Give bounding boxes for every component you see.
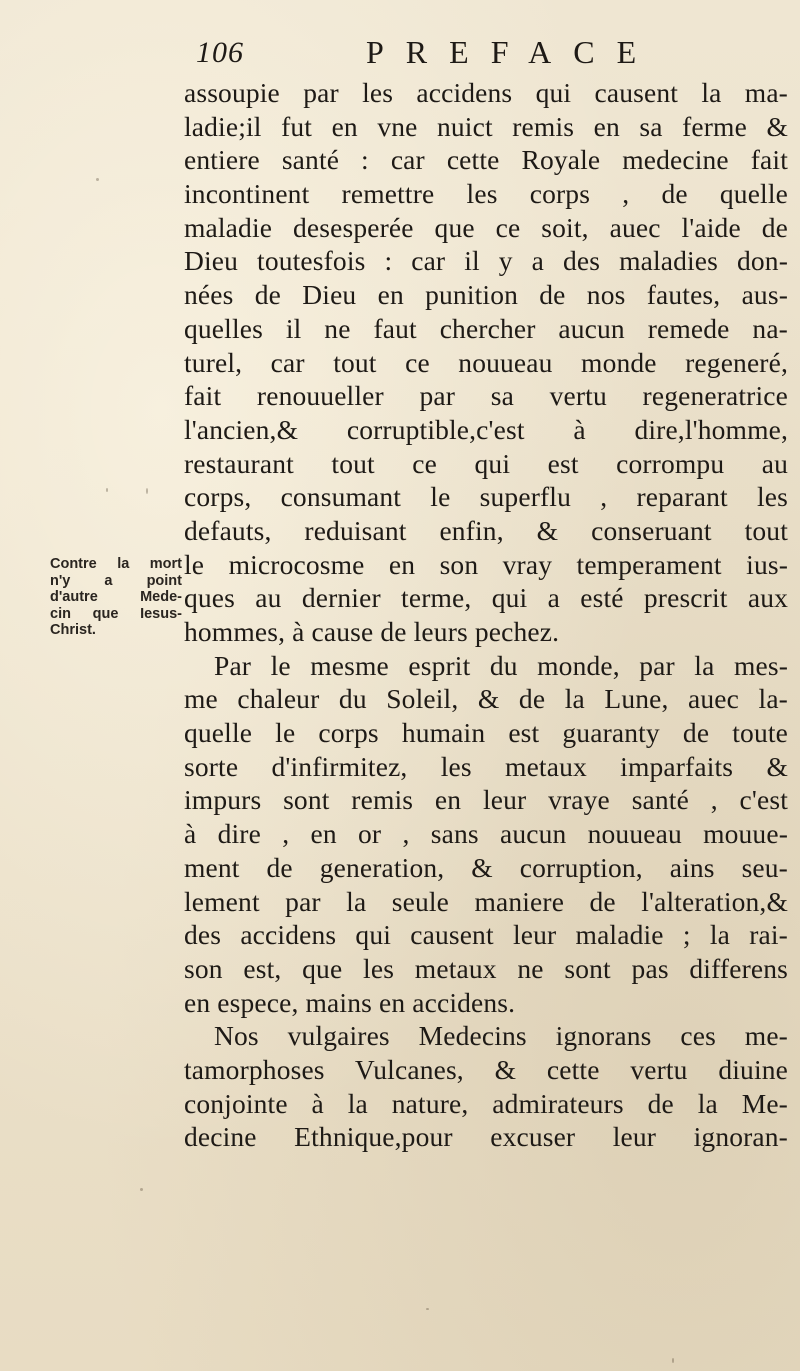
page-number: 106 [196,36,244,69]
text-line: conjointe à la nature, admirateurs de la Me- [184,1087,788,1119]
text-line: en espece, mains en accidens. [184,986,516,1018]
text-line: à dire , en or , sans aucun nouueau mouue- [184,818,788,850]
text-line: quelles il ne faut chercher aucun remede na- [184,312,788,344]
paper-speck [426,1308,429,1310]
text-line: corps, consumant le superflu , reparant les [184,481,788,513]
margin-note [50,556,182,639]
text-line: Dieu toutesfois : car il y a des maladies don- [184,245,788,277]
text-line: ladie;il fut en vne nuict remis en sa ferme & [184,110,788,142]
text-line: nées de Dieu en punition de nos fautes, aus- [184,279,788,311]
margin-note-line: Contre la mort [50,556,182,572]
body-text [184,76,788,1154]
paper-speck [140,1188,143,1191]
text-line: tamorphoses Vulcanes, & cette vertu diuine [184,1053,788,1085]
text-line: le microcosme en son vray temperament ius- [184,548,788,580]
running-title: PREFACE [366,34,659,70]
text-line: l'ancien,& corruptible,c'est à dire,l'homme, [184,413,788,445]
paper-speck [106,488,108,492]
text-line: me chaleur du Soleil, & de la Lune, auec la- [184,683,788,715]
text-line: decine Ethnique,pour excuser leur ignoran- [184,1121,788,1153]
text-line: ment de generation, & corruption, ains seu- [184,851,788,883]
text-line: son est, que les metaux ne sont pas differens [184,952,788,984]
text-line: entiere santé : car cette Royale medecine fait [184,144,788,176]
text-line: Par le mesme esprit du monde, par la mes- [214,649,788,681]
page-header [196,28,796,72]
margin-note-line: d'autre Mede- [50,589,182,605]
text-line: sorte d'infirmitez, les metaux imparfaits & [184,750,788,782]
paper-speck [672,1358,674,1363]
text-line: impurs sont remis en leur vraye santé , c'est [184,784,788,816]
text-line: assoupie par les accidens qui causent la ma- [184,77,788,108]
text-line: defauts, reduisant enfin, & conseruant tout [184,514,788,546]
text-line: Nos vulgaires Medecins ignorans ces me- [214,1020,788,1052]
text-line: restaurant tout ce qui est corrompu au [184,447,788,479]
text-line: des accidens qui causent leur maladie ; la rai- [184,919,788,951]
margin-note-line: n'y a point [50,572,182,589]
margin-note-line: Christ. [50,622,96,638]
text-line: incontinent remettre les corps , de quelle [184,178,788,210]
text-line: lement par la seule maniere de l'alteration,& [184,885,788,917]
paper-speck [96,178,99,181]
text-line: maladie desesperée que ce soit, auec l'aide de [184,211,788,243]
text-line: ques au dernier terme, qui a esté prescrit aux [184,582,788,614]
text-line: hommes, à cause de leurs pechez. [184,616,560,647]
paper-speck [146,488,148,494]
margin-note-line: cin que Iesus- [50,605,182,622]
text-line: quelle le corps humain est guaranty de toute [184,717,788,749]
text-line: turel, car tout ce nouueau monde regeneré, [184,346,788,378]
text-line: fait renouueller par sa vertu regeneratrice [184,380,788,412]
